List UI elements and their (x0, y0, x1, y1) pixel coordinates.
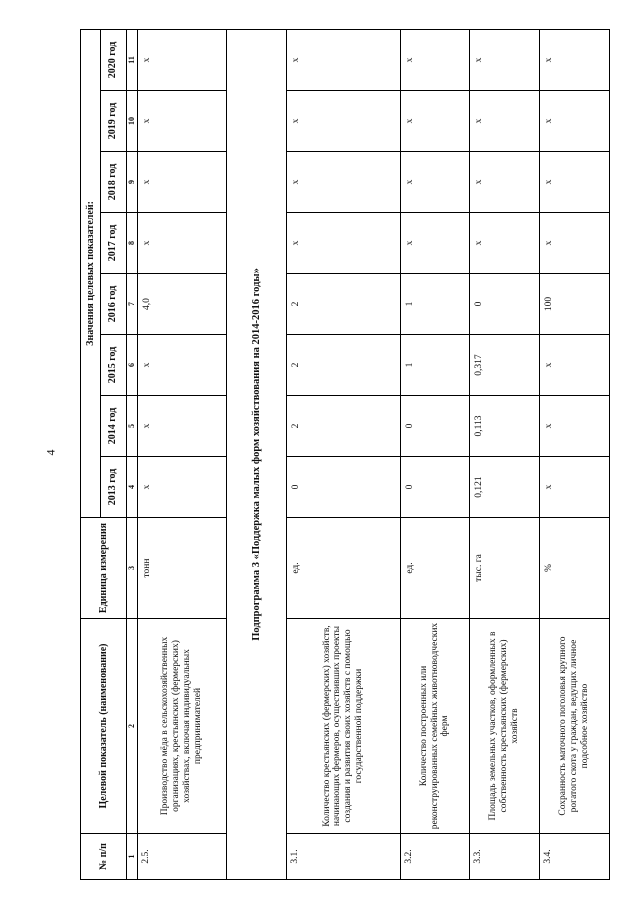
header-year-2017: 2017 год (100, 213, 126, 274)
col-number: 1 (126, 834, 137, 880)
row-value: 0,113 (470, 396, 540, 457)
row-indicator: Сохранность маточного поголовья крупного рогатого скота у граждан, ведущих личное подсобное хозяйство (540, 619, 610, 834)
table-row (400, 29, 470, 879)
row-value: х (137, 213, 226, 274)
target-indicators-table (80, 29, 610, 880)
row-unit: тонн (137, 518, 226, 619)
row-number: 3.1. (287, 834, 400, 880)
row-value: х (540, 152, 610, 213)
row-value: х (287, 152, 400, 213)
header-no: № п/п (81, 834, 127, 880)
row-value: х (540, 335, 610, 396)
row-value: 100 (540, 274, 610, 335)
row-value: 4,0 (137, 274, 226, 335)
row-value: х (287, 91, 400, 152)
row-value: х (137, 91, 226, 152)
row-value: 1 (400, 335, 470, 396)
row-value: х (540, 91, 610, 152)
row-unit: тыс. га (470, 518, 540, 619)
header-year-2020: 2020 год (100, 29, 126, 90)
header-year-2018: 2018 год (100, 152, 126, 213)
row-value: 0 (470, 274, 540, 335)
col-number: 5 (126, 396, 137, 457)
header-values-group: Значения целевых показателей: (81, 29, 101, 517)
rotated-table-container (80, 30, 610, 880)
row-value: 0 (400, 457, 470, 518)
row-value: х (400, 152, 470, 213)
row-number: 3.3. (470, 834, 540, 880)
table-row (287, 29, 400, 879)
row-value: 0 (400, 396, 470, 457)
row-value: 0,121 (470, 457, 540, 518)
header-year-2014: 2014 год (100, 396, 126, 457)
col-number: 3 (126, 518, 137, 619)
row-indicator: Количество построенных или реконструированных семейных животноводческих ферм (400, 619, 470, 834)
header-unit: Единица измерения (81, 518, 127, 619)
row-value: х (287, 29, 400, 90)
row-value: х (287, 213, 400, 274)
row-value: х (470, 213, 540, 274)
row-number: 3.2. (400, 834, 470, 880)
row-number: 2.5. (137, 834, 226, 880)
col-number: 8 (126, 213, 137, 274)
row-value: х (540, 396, 610, 457)
col-number: 10 (126, 91, 137, 152)
row-value: х (400, 29, 470, 90)
col-number: 2 (126, 619, 137, 834)
row-value: х (470, 152, 540, 213)
col-number: 6 (126, 335, 137, 396)
row-value: х (470, 29, 540, 90)
row-value: х (137, 457, 226, 518)
row-value: х (400, 91, 470, 152)
row-number: 3.4. (540, 834, 610, 880)
row-value: х (540, 29, 610, 90)
row-value: х (400, 213, 470, 274)
col-number: 4 (126, 457, 137, 518)
row-indicator: Производство мёда в сельскохозяйственных организациях, крестьянских (фермерских) хозяйствах, включая индивидуальных предпринимателей (137, 619, 226, 834)
row-indicator: Количество крестьянских (фермерских) хозяйств, начинающих фермеров, осуществивших проекты создания и развития своих хозяйств с помощью государственной поддержки (287, 619, 400, 834)
col-number: 7 (126, 274, 137, 335)
section-title: Подпрограмма 3 «Поддержка малых форм хозяйствования на 2014-2016 годы» (227, 29, 287, 879)
row-unit: ед. (400, 518, 470, 619)
header-year-2016: 2016 год (100, 274, 126, 335)
row-unit: % (540, 518, 610, 619)
row-value: 2 (287, 396, 400, 457)
row-value: х (137, 29, 226, 90)
col-number: 9 (126, 152, 137, 213)
row-value: 2 (287, 335, 400, 396)
row-value: 0,317 (470, 335, 540, 396)
table-row (137, 29, 226, 879)
row-value: х (540, 457, 610, 518)
row-value: х (540, 213, 610, 274)
table-row (540, 29, 610, 879)
column-numbers-row (126, 29, 137, 879)
row-indicator: Площадь земельных участков, оформленных в собственность крестьянских (фермерских) хозяйств (470, 619, 540, 834)
row-value: х (137, 152, 226, 213)
section-row (227, 29, 287, 879)
row-value: 0 (287, 457, 400, 518)
page-number: 4 (43, 449, 58, 456)
row-value: х (137, 396, 226, 457)
row-unit: ед. (287, 518, 400, 619)
row-value: 1 (400, 274, 470, 335)
header-year-2013: 2013 год (100, 457, 126, 518)
header-indicator: Целевой показатель (наименование) (81, 619, 127, 834)
row-value: х (470, 91, 540, 152)
header-year-2019: 2019 год (100, 91, 126, 152)
header-year-2015: 2015 год (100, 335, 126, 396)
col-number: 11 (126, 29, 137, 90)
row-value: х (137, 335, 226, 396)
table-row (470, 29, 540, 879)
row-value: 2 (287, 274, 400, 335)
